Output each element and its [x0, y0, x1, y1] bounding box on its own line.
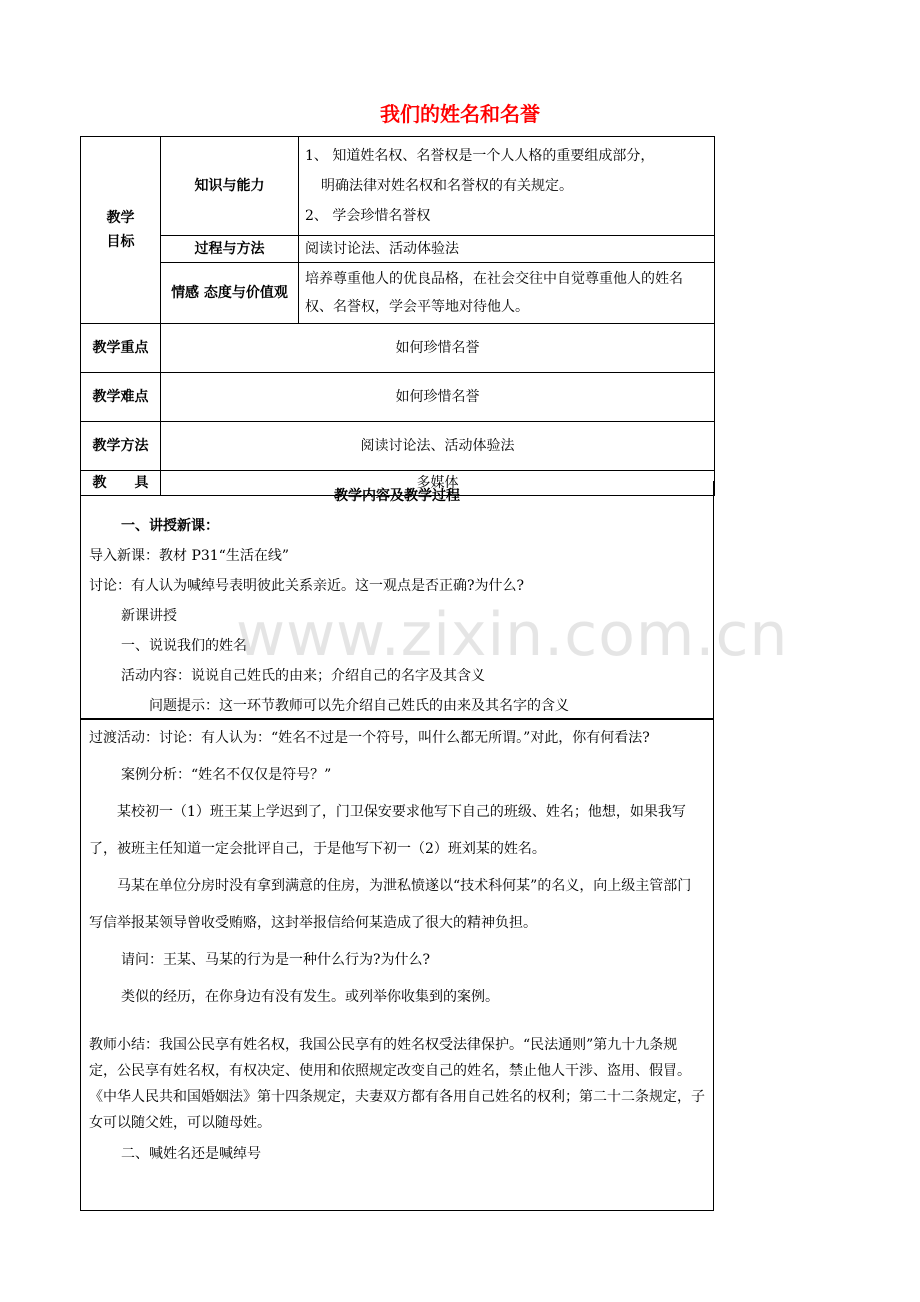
knowledge-label: 知识与能力 [161, 137, 299, 236]
discuss-paragraph: 讨论：有人认为喊绰号表明彼此关系亲近。这一观点是否正确?为什么? [89, 578, 525, 594]
section-new-lesson: 一、讲授新课： [121, 518, 219, 534]
question-paragraph: 请问：王某、马某的行为是一种什么行为?为什么? [121, 952, 431, 968]
key-point-label: 教学重点 [81, 324, 161, 373]
knowledge-item-1: 1、 知道姓名权、名誉权是一个人人格的重要组成部分， [305, 148, 655, 164]
case-heading: 案例分析：“姓名不仅仅是符号？” [121, 767, 332, 783]
part2-heading: 二、喊姓名还是喊绰号 [121, 1146, 261, 1162]
key-point-value: 如何珍惜名誉 [161, 324, 715, 373]
transition-paragraph: 过渡活动：讨论：有人认为：“姓名不过是一个符号，叫什么都无所谓。”对此，你有何看法? [89, 730, 650, 746]
hint-paragraph: 问题提示：这一环节教师可以先介绍自己姓氏的由来及其名字的含义 [149, 698, 569, 714]
knowledge-item-1-cont: 明确法律对姓名权和名誉权的有关规定。 [321, 178, 573, 194]
emotion-value: 培养尊重他人的优良品格，在社会交往中自觉尊重他人的姓名权、名誉权，学会平等地对待他人。 [299, 263, 715, 324]
tools-label: 教 具 [81, 471, 161, 496]
case1-paragraph: 某校初一（1）班王某上学迟到了，门卫保安要求他写下自己的班级、姓名；他想，如果我写了，被班主任知道一定会批评自己，于是他写下初一（2）班刘某的姓名。 [89, 804, 686, 857]
difficult-point-value: 如何珍惜名誉 [161, 373, 715, 422]
lesson-plan-table [80, 136, 715, 496]
knowledge-items [299, 137, 715, 236]
summary-paragraph: 教师小结：我国公民享有姓名权，我国公民享有的姓名权受法律保护。“民法通则”第九十九条规定，公民享有姓名权，有权决定、使用和依照规定改变自己的姓名，禁止他人干涉、盗用、假冒。《中华人民共和国婚姻法》第十四条规定，夫妻双方都有各用自己姓名的权利；第二十二条规定，子女可以随父姓，可以随母姓。 [89, 1037, 705, 1131]
content-heading: 教学内容及教学过程 [334, 488, 460, 504]
activity-paragraph: 活动内容：说说自己姓氏的由来；介绍自己的名字及其含义 [121, 668, 485, 684]
process-label: 过程与方法 [161, 236, 299, 263]
process-value: 阅读讨论法、活动体验法 [299, 236, 715, 263]
part1-heading: 一、说说我们的姓名 [121, 638, 247, 654]
tools-value: 多媒体 [161, 471, 715, 496]
objectives-label: 教学目标 [81, 137, 161, 324]
watermark-text: www.zixin.com.cn [236, 600, 789, 670]
emotion-label: 情感 态度与价值观 [161, 263, 299, 324]
similar-paragraph: 类似的经历，在你身边有没有发生。或列举你收集到的案例。 [121, 989, 499, 1005]
case2-paragraph: 马某在单位分房时没有拿到满意的住房，为泄私愤遂以“技术科何某”的名义，向上级主管部门写信举报某领导曾收受贿赂，这封举报信给何某造成了很大的精神负担。 [89, 878, 692, 931]
page-title: 我们的姓名和名誉 [380, 102, 540, 126]
method-label: 教学方法 [81, 422, 161, 471]
knowledge-item-2: 2、 学会珍惜名誉权 [305, 208, 431, 224]
intro-paragraph: 导入新课：教材 P31“生活在线” [89, 548, 289, 564]
content-section-2 [80, 719, 714, 1211]
new-lesson-paragraph: 新课讲授 [121, 608, 177, 624]
method-value: 阅读讨论法、活动体验法 [161, 422, 715, 471]
difficult-point-label: 教学难点 [81, 373, 161, 422]
